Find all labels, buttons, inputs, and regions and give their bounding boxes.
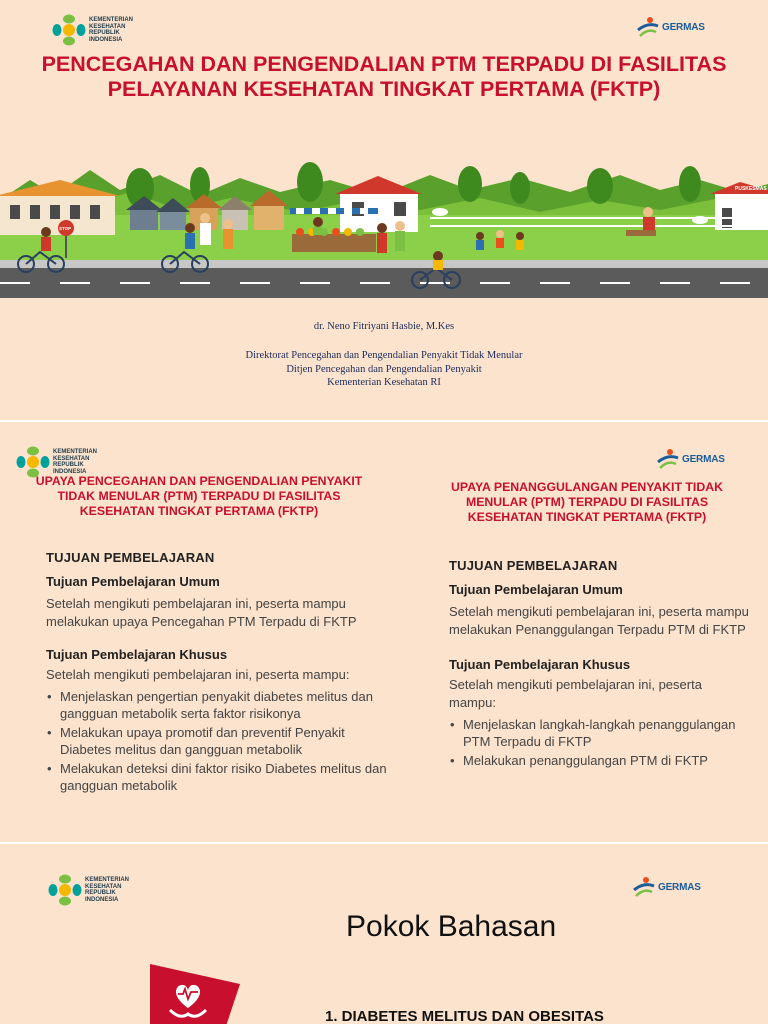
institution-block (0, 349, 768, 390)
kemenkes-text: KEMENTERIAN KESEHATAN REPUBLIK INDONESIA (53, 449, 98, 475)
left-column-title: UPAYA PENCEGAHAN DAN PENGENDALIAN PENYAKIT TIDAK MENULAR (PTM) TERPADU DI FASILITAS KESEHATAN TINGKAT PERTAMA (FKTP) (35, 474, 363, 518)
list-item: • Melakukan penanggulangan PTM di FKTP (449, 753, 749, 770)
stop-sign: STOP (59, 226, 72, 231)
objectives-heading: TUJUAN PEMBELAJARAN (46, 550, 215, 565)
germas-logo (636, 16, 705, 38)
germas-figure-icon (636, 16, 660, 38)
title-slide (0, 0, 768, 420)
kemenkes-emblem-icon (52, 14, 86, 46)
heart-care-icon (150, 962, 240, 1024)
germas-logo (632, 876, 701, 898)
general-objective-heading: Tujuan Pembelajaran Umum (46, 574, 220, 589)
specific-objective-intro: Setelah mengikuti pembelajaran ini, peserta mampu: (46, 667, 350, 682)
institution-line: Direktorat Pencegahan dan Pengendalian Penyakit Tidak Menular (245, 350, 523, 361)
topic-item: 1. DIABETES MELITUS DAN OBESITAS (325, 1008, 604, 1024)
community-illustration (0, 140, 768, 302)
general-objective-text: Setelah mengikuti pembelajaran ini, peserta mampu melakukan Penanggulangan Terpadu PTM di FKTP (449, 604, 749, 637)
kemenkes-logo (52, 14, 151, 46)
author-name: dr. Neno Fitriyani Hasbie, M.Kes (313, 321, 455, 332)
topics-slide (0, 842, 768, 1024)
puskesmas-sign: PUSKESMAS (735, 186, 767, 192)
institution-line: Kementerian Kesehatan RI (327, 377, 441, 388)
list-item: • Melakukan deteksi dini faktor risiko Diabetes melitus dan gangguan metabolik (46, 761, 396, 794)
list-item: • Melakukan upaya promotif dan preventif Penyakit Diabetes melitus dan gangguan metabolik (46, 725, 396, 758)
kemenkes-text: KEMENTERIAN KESEHATAN REPUBLIK INDONESIA (89, 17, 134, 43)
specific-objective-heading: Tujuan Pembelajaran Khusus (449, 657, 631, 672)
specific-objective-heading: Tujuan Pembelajaran Khusus (46, 647, 228, 662)
specific-objective-intro: Setelah mengikuti pembelajaran ini, peserta mampu: (449, 677, 702, 710)
kemenkes-emblem-icon (48, 874, 82, 906)
general-objective-heading: Tujuan Pembelajaran Umum (449, 582, 623, 597)
objectives-heading: TUJUAN PEMBELAJARAN (449, 558, 618, 573)
germas-figure-icon (656, 448, 680, 470)
list-item: • Menjelaskan langkah-langkah penanggulangan PTM Terpadu di FKTP (449, 717, 749, 750)
germas-figure-icon (632, 876, 656, 898)
germas-text: GERMAS (662, 21, 705, 33)
right-objectives (449, 558, 749, 773)
slide-title: PENCEGAHAN DAN PENGENDALIAN PTM TERPADU DI FASILITAS PELAYANAN KESEHATAN TINGKAT PERTAMA (FKTP) (41, 52, 727, 101)
germas-text: GERMAS (658, 881, 701, 893)
institution-line: Ditjen Pencegahan dan Pengendalian Penyakit (286, 363, 482, 375)
right-column-title: UPAYA PENANGGULANGAN PENYAKIT TIDAK MENULAR (PTM) TERPADU DI FASILITAS KESEHATAN TINGKAT PERTAMA (FKTP) (451, 480, 723, 524)
slide-title: Pokok Bahasan (346, 910, 557, 943)
left-objectives (46, 550, 396, 797)
germas-logo (656, 448, 725, 470)
specific-objective-list (46, 689, 396, 794)
list-item: • Menjelaskan pengertian penyakit diabetes melitus dan gangguan metabolik serta faktor risikonya (46, 689, 396, 722)
kemenkes-logo (48, 874, 147, 906)
kemenkes-text: KEMENTERIAN KESEHATAN REPUBLIK INDONESIA (85, 877, 130, 903)
general-objective-text: Setelah mengikuti pembelajaran ini, peserta mampu melakukan upaya Pencegahan PTM Terpadu di FKTP (46, 596, 357, 629)
germas-text: GERMAS (682, 453, 725, 465)
specific-objective-list (449, 717, 749, 770)
objectives-slide (0, 420, 768, 842)
